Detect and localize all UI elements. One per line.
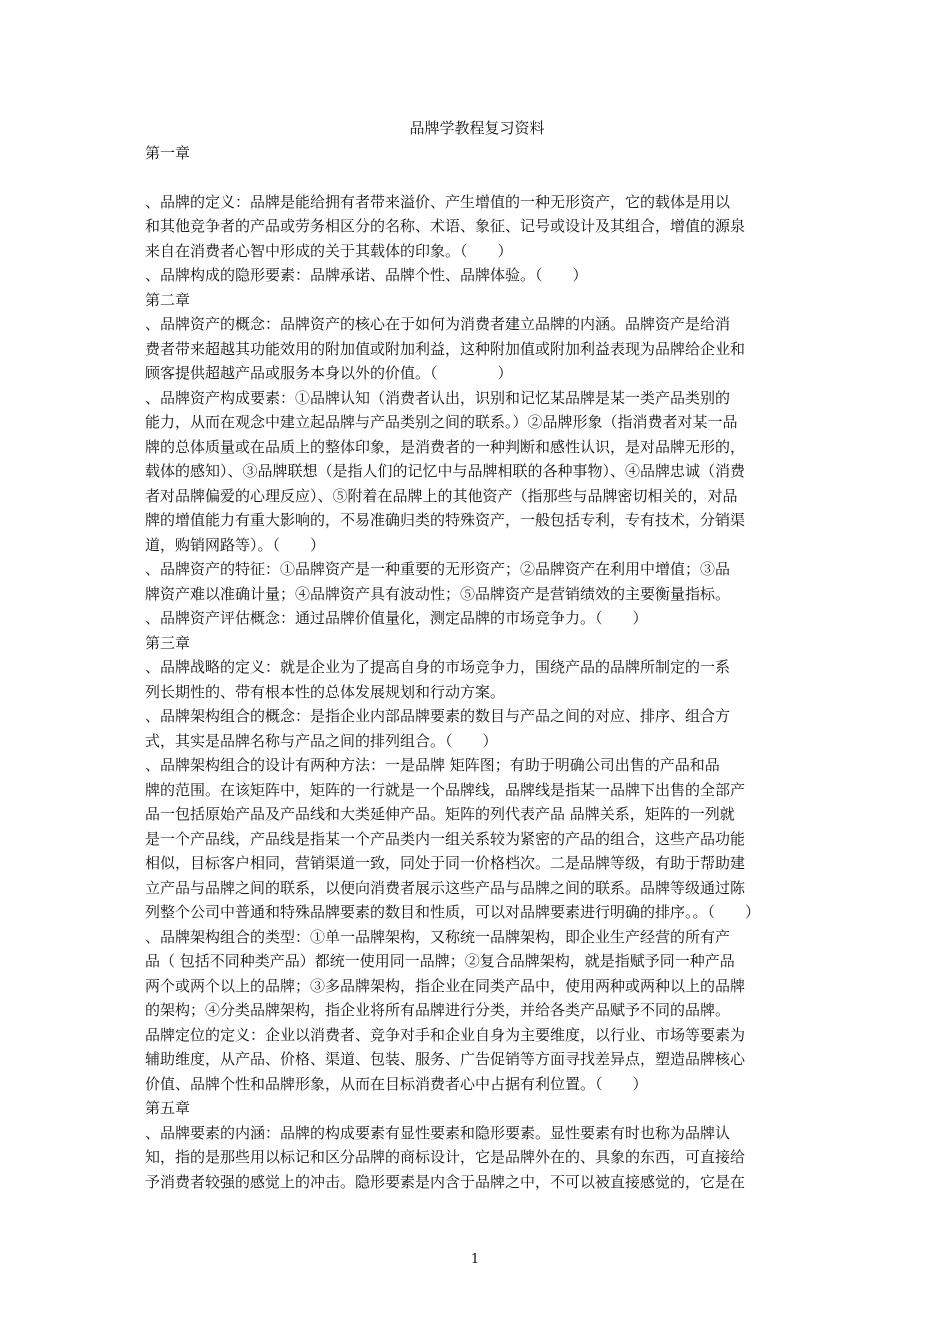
text-line: 、品牌要素的内涵：品牌的构成要素有显性要素和隐形要素。显性要素有时也称为品牌认 xyxy=(145,1123,731,1142)
text-line: 第五章 xyxy=(145,1099,191,1117)
text-line: 、品牌资产的概念：品牌资产的核心在于如何为消费者建立品牌的内涵。品牌资产是给消 xyxy=(145,315,731,333)
text-line: 予消费者较强的感觉上的冲击。隐形要素是内含于品牌之中，不可以被直接感觉的，它是在 xyxy=(145,1172,746,1191)
text-line: 牌的总体质量或在品质上的整体印象，是消费者的一种判断和感性认识，是对品牌无形的， xyxy=(145,437,746,456)
text-line: 第一章 xyxy=(145,143,191,162)
text-line: 者对品牌偏爱的心理反应）、⑤附着在品牌上的其他资产（指那些与品牌密切相关的，对品 xyxy=(145,486,738,505)
text-line: 、品牌架构组合的概念：是指企业内部品牌要素的数目与产品之间的对应、排序、组合方 xyxy=(145,707,731,725)
text-line: 牌资产难以准确计量；④品牌资产具有波动性；⑤品牌资产是营销绩效的主要衡量指标。 xyxy=(145,584,731,603)
text-line: 、品牌资产评估概念：通过品牌价值量化，测定品牌的市场竞争力。（ ） xyxy=(145,609,648,627)
text-line: 第三章 xyxy=(145,633,191,652)
text-line: 、品牌资产构成要素：①品牌认知（消费者认出，识别和记忆某品牌是某一类产品类别的 xyxy=(145,388,731,407)
text-line: 、品牌的定义：品牌是能给拥有者带来溢价、产生增值的一种无形资产，它的载体是用以 xyxy=(145,192,731,211)
text-line: 第二章 xyxy=(145,290,191,309)
text-line: 牌的增值能力有重大影响的，不易准确归类的特殊资产，一般包括专利，专有技术，分销渠 xyxy=(145,511,746,529)
text-line: 两个或两个以上的品牌；③多品牌架构，指企业在同类产品中，使用两种或两种以上的品牌 xyxy=(145,976,746,995)
text-line: 载体的感知）、③品牌联想（是指人们的记忆中与品牌相联的各种事物）、④品牌忠诚（消费 xyxy=(145,462,746,480)
text-line: 的架构；④分类品牌架构，指企业将所有品牌进行分类，并给各类产品赋予不同的品牌。 xyxy=(145,1001,731,1019)
document-title: 品牌学教程复习资料 xyxy=(409,119,545,137)
text-line: 费者带来超越其功能效用的附加值或附加利益，这种附加值或附加利益表现为品牌给企业和 xyxy=(145,339,746,358)
text-line: 品（ 包括不同种类产品）都统一使用同一品牌；②复合品牌架构，就是指赋予同一种产品 xyxy=(145,952,735,970)
text-line: 牌的范围。在该矩阵中，矩阵的一行就是一个品牌线，品牌线是指某一品牌下出售的全部产 xyxy=(145,780,746,799)
text-line: 知，指的是那些用以标记和区分品牌的商标设计，它是品牌外在的、具象的东西，可直接给 xyxy=(145,1148,746,1166)
text-line: 来自在消费者心智中形成的关于其载体的印象。（ ） xyxy=(145,241,513,260)
text-line: 价值、品牌个性和品牌形象，从而在目标消费者心中占据有利位置。（ ） xyxy=(145,1074,648,1093)
text-line: 式，其实是品牌名称与产品之间的排列组合。（ ） xyxy=(145,731,498,750)
text-line: 能力，从而在观念中建立起品牌与产品类别之间的联系。）②品牌形象（指消费者对某一品 xyxy=(145,413,738,431)
page-number: 1 xyxy=(470,1252,480,1267)
blank-line xyxy=(145,165,809,190)
document-page xyxy=(145,116,809,1194)
text-line: 辅助维度，从产品、价格、渠道、包装、服务、广告促销等方面寻找差异点，塑造品牌核心 xyxy=(145,1050,746,1068)
text-line: 列整个公司中普通和特殊品牌要素的数目和性质，可以对品牌要素进行明确的排序。。（ ） xyxy=(145,903,761,921)
text-line: 品一包括原始产品及产品线和大类延伸产品。矩阵的列代表产品 品牌关系，矩阵的一列就 xyxy=(145,805,735,823)
text-line: 、品牌架构组合的设计有两种方法：一是品牌 矩阵图；有助于明确公司出售的产品和品 xyxy=(145,756,720,774)
text-line: 立产品与品牌之间的联系，以便向消费者展示这些产品与品牌之间的联系。品牌等级通过陈 xyxy=(145,878,746,897)
text-line: 、品牌战略的定义：就是企业为了提高自身的市场竞争力，围绕产品的品牌所制定的一系 xyxy=(145,658,731,676)
text-line: 、品牌构成的隐形要素：品牌承诺、品牌个性、品牌体验。（ ） xyxy=(145,266,588,284)
text-line: 相似，目标客户相同，营销渠道一致，同处于同一价格档次。二是品牌等级，有助于帮助建 xyxy=(145,854,746,872)
text-line: 是一个产品线，产品线是指某一个产品类内一组关系较为紧密的产品的组合，这些产品功能 xyxy=(145,829,746,848)
text-line: 顾客提供超越产品或服务本身以外的价值。（ ） xyxy=(145,364,513,382)
text-line: 、品牌架构组合的类型：①单一品牌架构，又称统一品牌架构，即企业生产经营的所有产 xyxy=(145,927,731,946)
text-line: 、品牌资产的特征：①品牌资产是一种重要的无形资产；②品牌资产在利用中增值；③品 xyxy=(145,560,731,578)
text-line: 品牌定位的定义：企业以消费者、竞争对手和企业自身为主要维度，以行业、市场等要素为 xyxy=(145,1025,746,1044)
text-line: 和其他竞争者的产品或劳务相区分的名称、术语、象征、记号或设计及其组合，增值的源泉 xyxy=(145,217,746,235)
text-line: 列长期性的、带有根本性的总体发展规划和行动方案。 xyxy=(145,682,506,701)
text-line: 道，购销网路等）。（ ） xyxy=(145,535,326,554)
document-body xyxy=(145,141,809,1195)
